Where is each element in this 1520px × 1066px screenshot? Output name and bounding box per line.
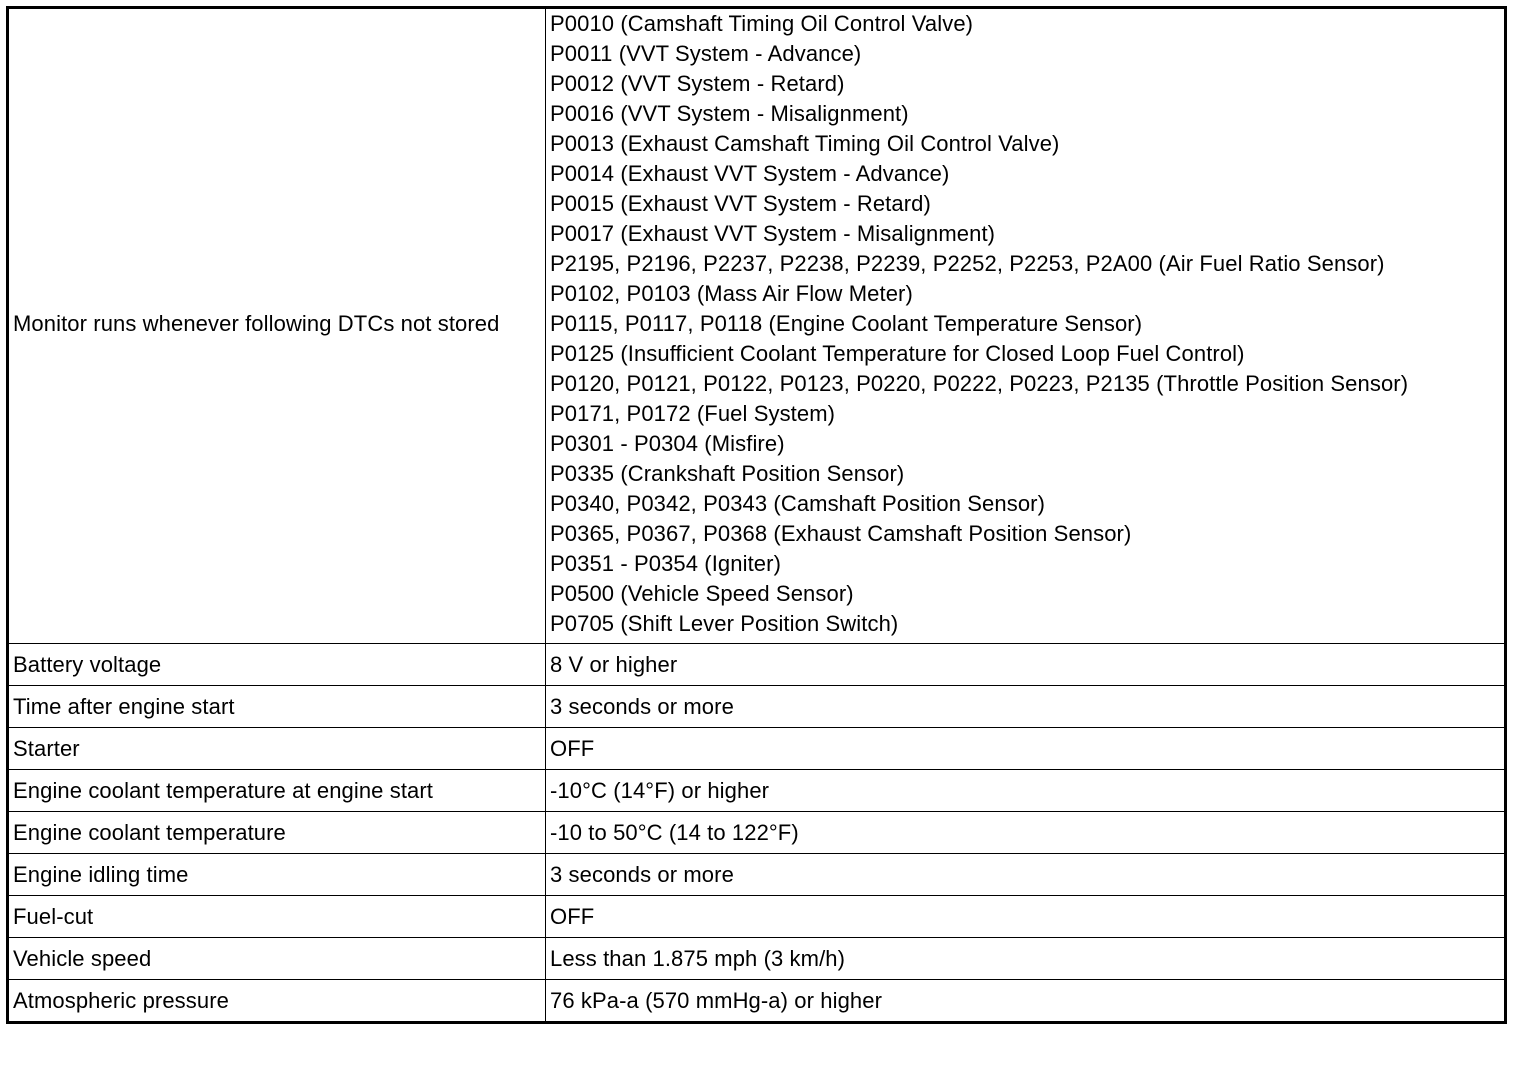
condition-label: Fuel-cut bbox=[8, 896, 546, 938]
condition-value: -10 to 50°C (14 to 122°F) bbox=[546, 812, 1506, 854]
dtc-list-item: P0016 (VVT System - Misalignment) bbox=[550, 101, 909, 126]
condition-label: Vehicle speed bbox=[8, 938, 546, 980]
dtc-list-item: P0500 (Vehicle Speed Sensor) bbox=[550, 581, 854, 606]
condition-value: OFF bbox=[546, 728, 1506, 770]
condition-value: 3 seconds or more bbox=[546, 854, 1506, 896]
condition-value: 76 kPa-a (570 mmHg-a) or higher bbox=[546, 980, 1506, 1023]
table-row-dtc-conditions bbox=[8, 8, 1506, 644]
monitor-conditions-table bbox=[6, 6, 1507, 1024]
table-row bbox=[8, 980, 1506, 1023]
condition-label: Engine idling time bbox=[8, 854, 546, 896]
dtc-list-item: P0012 (VVT System - Retard) bbox=[550, 71, 845, 96]
dtc-list-item: P0301 - P0304 (Misfire) bbox=[550, 431, 785, 456]
dtc-condition-label: Monitor runs whenever following DTCs not stored bbox=[8, 8, 546, 644]
dtc-list-item: P0171, P0172 (Fuel System) bbox=[550, 401, 836, 426]
table-row bbox=[8, 686, 1506, 728]
dtc-list-item: P0351 - P0354 (Igniter) bbox=[550, 551, 781, 576]
dtc-list-item: P0705 (Shift Lever Position Switch) bbox=[550, 611, 899, 636]
table-body bbox=[8, 8, 1506, 1023]
condition-label: Engine coolant temperature at engine start bbox=[8, 770, 546, 812]
condition-label: Engine coolant temperature bbox=[8, 812, 546, 854]
condition-value: OFF bbox=[546, 896, 1506, 938]
condition-value: -10°C (14°F) or higher bbox=[546, 770, 1506, 812]
condition-value: 8 V or higher bbox=[546, 644, 1506, 686]
table-row bbox=[8, 854, 1506, 896]
condition-label: Time after engine start bbox=[8, 686, 546, 728]
table-row bbox=[8, 728, 1506, 770]
dtc-list-item: P0335 (Crankshaft Position Sensor) bbox=[550, 461, 905, 486]
dtc-list-item: P0014 (Exhaust VVT System - Advance) bbox=[550, 161, 950, 186]
dtc-list-item: P0015 (Exhaust VVT System - Retard) bbox=[550, 191, 931, 216]
dtc-list-cell bbox=[546, 8, 1506, 644]
dtc-list-item: P0010 (Camshaft Timing Oil Control Valve) bbox=[550, 11, 974, 36]
condition-label: Atmospheric pressure bbox=[8, 980, 546, 1023]
dtc-list-item: P0017 (Exhaust VVT System - Misalignment) bbox=[550, 221, 996, 246]
dtc-list-item: P0340, P0342, P0343 (Camshaft Position Sensor) bbox=[550, 491, 1046, 516]
condition-label: Battery voltage bbox=[8, 644, 546, 686]
dtc-list-item: P0115, P0117, P0118 (Engine Coolant Temperature Sensor) bbox=[550, 311, 1143, 336]
dtc-list-item: P0365, P0367, P0368 (Exhaust Camshaft Position Sensor) bbox=[550, 521, 1132, 546]
table-row bbox=[8, 938, 1506, 980]
dtc-list-item: P2195, P2196, P2237, P2238, P2239, P2252, P2253, P2A00 (Air Fuel Ratio Sensor) bbox=[550, 251, 1385, 276]
dtc-list-item: P0011 (VVT System - Advance) bbox=[550, 41, 862, 66]
dtc-list-item: P0102, P0103 (Mass Air Flow Meter) bbox=[550, 281, 913, 306]
table-row bbox=[8, 812, 1506, 854]
condition-value: 3 seconds or more bbox=[546, 686, 1506, 728]
dtc-list-item: P0125 (Insufficient Coolant Temperature for Closed Loop Fuel Control) bbox=[550, 341, 1245, 366]
dtc-list-item: P0013 (Exhaust Camshaft Timing Oil Control Valve) bbox=[550, 131, 1060, 156]
table-row bbox=[8, 896, 1506, 938]
condition-label: Starter bbox=[8, 728, 546, 770]
dtc-list-item: P0120, P0121, P0122, P0123, P0220, P0222, P0223, P2135 (Throttle Position Sensor) bbox=[550, 371, 1409, 396]
table-row bbox=[8, 770, 1506, 812]
condition-value: Less than 1.875 mph (3 km/h) bbox=[546, 938, 1506, 980]
table-row bbox=[8, 644, 1506, 686]
